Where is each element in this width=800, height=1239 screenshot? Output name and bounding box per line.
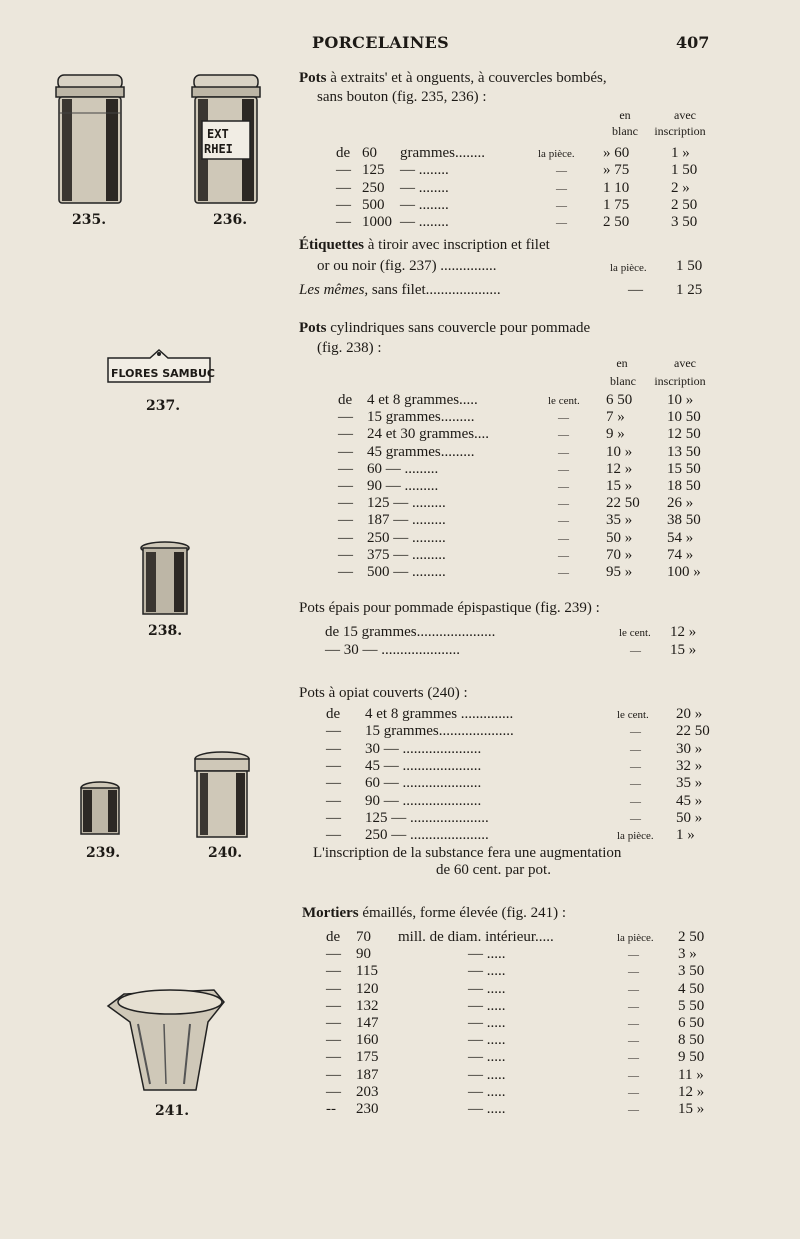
row-prefix: — [336, 196, 351, 213]
row-pricing-unit: — [628, 1052, 639, 1065]
running-head: PORCELAINES [312, 33, 450, 52]
row-quantity: 250 — ......... [367, 529, 446, 546]
row-price-blank: » 75 [603, 162, 630, 179]
row-prefix: -- [326, 1101, 336, 1117]
row-price: 8 50 [678, 1032, 705, 1049]
row-prefix: — [326, 946, 341, 963]
row-price-blank: 7 » [606, 409, 625, 426]
row-price-inscription: 100 » [667, 564, 701, 580]
row-price-inscription: 10 » [667, 392, 694, 408]
s2-line2-unit: la pièce. [610, 262, 647, 274]
price-row [0, 758, 800, 776]
row-pricing-unit: — [628, 966, 639, 979]
s1-col1-head-line2: blanc [612, 124, 638, 138]
row-prefix: — [338, 546, 353, 563]
row-unit: — ........ [400, 162, 449, 179]
price-row [0, 461, 800, 479]
row-price: 50 » [676, 809, 703, 826]
row-unit: grammes........ [400, 145, 485, 161]
price-row [0, 162, 800, 180]
price-row [0, 145, 800, 163]
fig-237-caption: 237. [146, 398, 181, 414]
row-unit: — ..... [468, 946, 506, 963]
row-prefix: — [336, 179, 351, 196]
row-unit: — ..... [468, 980, 506, 997]
row-price-blank: 35 » [606, 512, 633, 529]
fig-240-caption: 240. [208, 845, 243, 861]
row-pricing-unit: — [556, 182, 567, 195]
row-quantity: 90 — ......... [367, 478, 439, 494]
row-quantity: 60 — ..................... [365, 775, 482, 792]
s1-title-bold: Pots [299, 70, 327, 86]
s1-title-line2: sans bouton (fig. 235, 236) : [317, 89, 487, 105]
fig-241-caption: 241. [155, 1103, 190, 1119]
row-price: 2 50 [678, 929, 705, 945]
price-row [0, 512, 800, 530]
row-pricing-unit: — [628, 949, 639, 962]
row-quantity: 500 — ......... [367, 564, 446, 580]
row-pricing-unit: — [630, 812, 641, 825]
row-diameter: 203 [356, 1083, 379, 1100]
row-price-inscription: 12 50 [667, 426, 701, 443]
row-pricing-unit: — [558, 549, 569, 562]
row-price-blank: 6 50 [606, 392, 633, 408]
row-pricing-unit: — [558, 532, 569, 545]
row-pricing-unit: — [558, 567, 569, 579]
row-unit: — ........ [400, 179, 449, 196]
row-prefix: — [338, 512, 353, 529]
row-diameter: 230 [356, 1101, 379, 1117]
s3-title-line2: (fig. 238) : [317, 340, 382, 356]
s1-col1-head-line1: en [619, 108, 631, 122]
row-price-blank: 95 » [606, 564, 633, 580]
row-pricing-unit: — [558, 429, 569, 442]
price-row [0, 642, 800, 660]
s3-col2-head-line2: inscription [654, 374, 706, 388]
row-pricing-unit: — [628, 1035, 639, 1048]
row-price: 6 50 [678, 1015, 705, 1031]
row-price-blank: 22 50 [606, 495, 640, 512]
row-prefix: — [326, 1083, 341, 1100]
row-price: 9 50 [678, 1049, 705, 1066]
row-unit: — ........ [400, 196, 449, 213]
row-unit: — ........ [400, 214, 449, 231]
row-diameter: 115 [356, 963, 378, 980]
row-pricing-unit: la pièce. [538, 148, 575, 160]
row-price-inscription: 2 » [671, 179, 690, 196]
row-description: de 15 grammes..................... [325, 624, 496, 640]
s2-line2-price: 1 50 [676, 258, 703, 274]
row-price: 30 » [676, 740, 703, 757]
row-price: 15 » [670, 642, 697, 658]
row-price: 45 » [676, 792, 703, 809]
row-quantity: 1000 [362, 214, 392, 231]
row-prefix: — [338, 529, 353, 546]
row-quantity: 45 grammes......... [367, 443, 475, 460]
row-quantity: 125 [362, 162, 385, 179]
row-prefix: — [326, 757, 341, 774]
row-quantity: 375 — ......... [367, 546, 446, 563]
s2-line1-text: à tiroir avec inscription et filet [367, 237, 550, 253]
row-price-blank: 10 » [606, 443, 633, 460]
s2-line3-price: 1 25 [676, 282, 703, 298]
row-price-inscription: 1 » [671, 145, 690, 161]
price-row [0, 409, 800, 427]
fig-236-label-line1: EXT [207, 127, 229, 141]
row-price-inscription: 18 50 [667, 478, 701, 494]
fig-236-caption: 236. [213, 212, 248, 228]
s1-col2-head-line1: avec [674, 108, 696, 122]
row-prefix: de [338, 392, 353, 408]
row-diameter: 70 [356, 929, 371, 945]
page-number: 407 [676, 33, 710, 52]
price-row [0, 810, 800, 828]
row-quantity: 250 — ..................... [365, 827, 489, 844]
row-pricing-unit: — [558, 463, 569, 476]
row-price-inscription: 1 50 [671, 162, 698, 179]
fig-239-caption: 239. [86, 845, 121, 861]
row-price-blank: » 60 [603, 145, 630, 161]
row-diameter: 120 [356, 980, 379, 997]
fig-237-label-text: FLORES SAMBUC [111, 367, 215, 380]
row-prefix: — [326, 775, 341, 792]
price-row [0, 946, 800, 964]
row-pricing-unit: la pièce. [617, 932, 654, 944]
price-row [0, 741, 800, 759]
row-unit: — ..... [468, 1032, 506, 1049]
row-pricing-unit: — [628, 1018, 639, 1030]
row-quantity: 125 — ......... [367, 495, 446, 512]
row-unit: — ..... [468, 1083, 506, 1100]
row-pricing-unit: — [628, 1000, 639, 1013]
row-price: 11 » [678, 1066, 704, 1083]
row-price: 20 » [676, 706, 703, 722]
price-row [0, 1015, 800, 1033]
fig-236-label-line2: RHEI [204, 142, 233, 156]
row-diameter: 187 [356, 1066, 379, 1083]
row-price-inscription: 10 50 [667, 409, 701, 426]
row-quantity: 250 [362, 179, 385, 196]
row-pricing-unit: — [558, 481, 569, 493]
row-price-blank: 1 10 [603, 179, 630, 196]
row-price: 32 » [676, 757, 703, 774]
row-prefix: — [326, 1032, 341, 1049]
row-price: 4 50 [678, 980, 705, 997]
row-price-inscription: 2 50 [671, 196, 698, 213]
price-row [0, 426, 800, 444]
price-row [0, 929, 800, 947]
s5-note-line2: de 60 cent. par pot. [436, 862, 551, 878]
row-prefix: de [336, 145, 351, 161]
row-quantity: 60 — ......... [367, 460, 439, 477]
row-quantity: 15 grammes.................... [365, 723, 514, 740]
row-pricing-unit: le cent. [617, 709, 649, 721]
row-prefix: — [326, 1015, 341, 1031]
row-pricing-unit: — [558, 446, 569, 459]
price-row [0, 197, 800, 215]
s2-line3-italic: Les mêmes, [299, 282, 369, 298]
row-unit: — ..... [468, 997, 506, 1014]
row-price-blank: 1 75 [603, 196, 630, 213]
s3-title-line1 [299, 320, 590, 337]
row-price-inscription: 38 50 [667, 512, 701, 529]
s2-line3-unit: — [628, 282, 643, 298]
row-prefix: — [338, 409, 353, 426]
row-prefix: — [326, 740, 341, 757]
row-unit: — ..... [468, 963, 506, 980]
s2-line3-text: sans filet.................... [371, 282, 501, 298]
row-diameter: 160 [356, 1032, 379, 1049]
price-row [0, 180, 800, 198]
row-pricing-unit: le cent. [548, 395, 580, 407]
s4-title: Pots épais pour pommade épispastique (fig. 239) : [299, 600, 600, 616]
price-row [0, 775, 800, 793]
row-prefix: — [338, 495, 353, 512]
row-price: 15 » [678, 1101, 705, 1117]
price-row [0, 214, 800, 232]
row-pricing-unit: — [630, 760, 641, 773]
row-diameter: 132 [356, 997, 379, 1014]
row-quantity: 90 — ..................... [365, 792, 482, 809]
row-prefix: — [338, 478, 353, 494]
price-row [0, 495, 800, 513]
row-price-inscription: 26 » [667, 495, 694, 512]
row-quantity: 4 et 8 grammes .............. [365, 706, 514, 722]
row-prefix: — [326, 997, 341, 1014]
s3-title-text: cylindriques sans couvercle pour pommade [330, 320, 591, 336]
price-row [0, 1049, 800, 1067]
row-prefix: — [326, 723, 341, 740]
price-row [0, 723, 800, 741]
row-prefix: — [338, 443, 353, 460]
row-price-blank: 50 » [606, 529, 633, 546]
s3-title-bold: Pots [299, 320, 327, 336]
s5-note-line1: L'inscription de la substance fera une augmentation [313, 845, 622, 861]
row-quantity: 4 et 8 grammes..... [367, 392, 478, 408]
row-quantity: 187 — ......... [367, 512, 446, 529]
row-price-blank: 70 » [606, 546, 633, 563]
row-pricing-unit: — [556, 217, 567, 230]
row-price: 1 » [676, 827, 695, 844]
price-row [0, 963, 800, 981]
row-price-inscription: 15 50 [667, 460, 701, 477]
s6-title-text: émaillés, forme élevée (fig. 241) : [362, 905, 567, 921]
row-diameter: 175 [356, 1049, 379, 1066]
price-row [0, 827, 800, 845]
row-price-blank: 9 » [606, 426, 625, 443]
row-price-blank: 2 50 [603, 214, 630, 231]
row-pricing-unit: — [556, 165, 567, 178]
price-row [0, 478, 800, 496]
row-quantity: 30 — ..................... [365, 740, 482, 757]
s3-col1-head-line2: blanc [610, 374, 636, 388]
s3-col2-head-line1: avec [674, 356, 696, 370]
row-pricing-unit: — [628, 1069, 639, 1082]
row-pricing-unit: — [630, 726, 641, 739]
row-prefix: de [326, 929, 341, 945]
row-quantity: 125 — ..................... [365, 809, 489, 826]
row-pricing-unit: la pièce. [617, 830, 654, 843]
price-row [0, 1101, 800, 1119]
row-price-inscription: 3 50 [671, 214, 698, 231]
row-price: 12 » [670, 624, 697, 640]
row-price-blank: 15 » [606, 478, 633, 494]
row-price-blank: 12 » [606, 460, 633, 477]
s2-line1 [299, 237, 550, 254]
row-unit: — ..... [468, 1101, 506, 1117]
row-price: 12 » [678, 1083, 705, 1100]
row-unit: mill. de diam. intérieur..... [398, 929, 554, 945]
fig-235-caption: 235. [72, 212, 107, 228]
row-prefix: — [326, 1066, 341, 1083]
row-prefix: — [326, 963, 341, 980]
row-pricing-unit: — [558, 515, 569, 528]
row-price-inscription: 54 » [667, 529, 694, 546]
s1-title-text: à extraits' et à onguents, à couvercles bombés, [330, 70, 607, 86]
price-row [0, 1084, 800, 1102]
row-prefix: — [326, 1049, 341, 1066]
price-row [0, 547, 800, 565]
row-prefix: — [338, 564, 353, 580]
row-prefix: — [326, 809, 341, 826]
row-price: 5 50 [678, 997, 705, 1014]
s5-title: Pots à opiat couverts (240) : [299, 685, 468, 701]
price-row [0, 706, 800, 724]
row-pricing-unit: — [630, 795, 641, 808]
s1-title-line1 [299, 70, 607, 87]
s2-line2-text: or ou noir (fig. 237) ............... [317, 258, 497, 274]
row-unit: — ..... [468, 1015, 506, 1031]
row-pricing-unit: — [558, 412, 569, 425]
row-pricing-unit: — [558, 498, 569, 511]
price-row [0, 981, 800, 999]
row-pricing-unit: — [628, 983, 639, 996]
row-prefix: — [338, 426, 353, 443]
row-pricing-unit: — [628, 1104, 639, 1116]
row-prefix: — [336, 162, 351, 179]
row-pricing-unit: — [628, 1086, 639, 1099]
row-diameter: 147 [356, 1015, 379, 1031]
row-unit: — ..... [468, 1066, 506, 1083]
row-quantity: 15 grammes......... [367, 409, 475, 426]
price-row [0, 998, 800, 1016]
s6-title-bold: Mortiers [302, 905, 359, 921]
row-pricing-unit: — [630, 778, 641, 791]
row-pricing-unit: — [556, 199, 567, 212]
row-prefix: — [338, 460, 353, 477]
row-price: 3 50 [678, 963, 705, 980]
s2-line3 [299, 282, 501, 299]
row-description: — 30 — ..................... [325, 642, 460, 658]
s2-title-bold: Étiquettes [299, 237, 364, 253]
row-pricing-unit: — [630, 743, 641, 756]
row-unit: — ..... [468, 1049, 506, 1066]
row-price: 35 » [676, 775, 703, 792]
row-pricing-unit: le cent. [619, 627, 651, 639]
row-quantity: 500 [362, 196, 385, 213]
row-price: 22 50 [676, 723, 710, 740]
price-row [0, 1067, 800, 1085]
price-row [0, 1032, 800, 1050]
row-quantity: 45 — ..................... [365, 757, 482, 774]
row-diameter: 90 [356, 946, 371, 963]
row-pricing-unit: — [630, 645, 641, 657]
row-prefix: de [326, 706, 341, 722]
s1-col2-head-line2: inscription [654, 124, 706, 138]
row-price: 3 » [678, 946, 697, 963]
row-prefix: — [336, 214, 351, 231]
price-row [0, 444, 800, 462]
row-price-inscription: 13 50 [667, 443, 701, 460]
row-prefix: — [326, 980, 341, 997]
row-quantity: 24 et 30 grammes.... [367, 426, 490, 443]
fig-237-drawer-label-illustration [104, 346, 214, 386]
row-prefix: — [326, 827, 341, 844]
price-row [0, 392, 800, 410]
fig-238-caption: 238. [148, 623, 183, 639]
s3-col1-head-line1: en [616, 356, 628, 370]
s6-title [302, 905, 566, 922]
row-prefix: — [326, 792, 341, 809]
row-quantity: 60 [362, 145, 377, 161]
price-row [0, 793, 800, 811]
price-row [0, 530, 800, 548]
row-price-inscription: 74 » [667, 546, 694, 563]
price-row [0, 564, 800, 582]
price-row [0, 624, 800, 642]
